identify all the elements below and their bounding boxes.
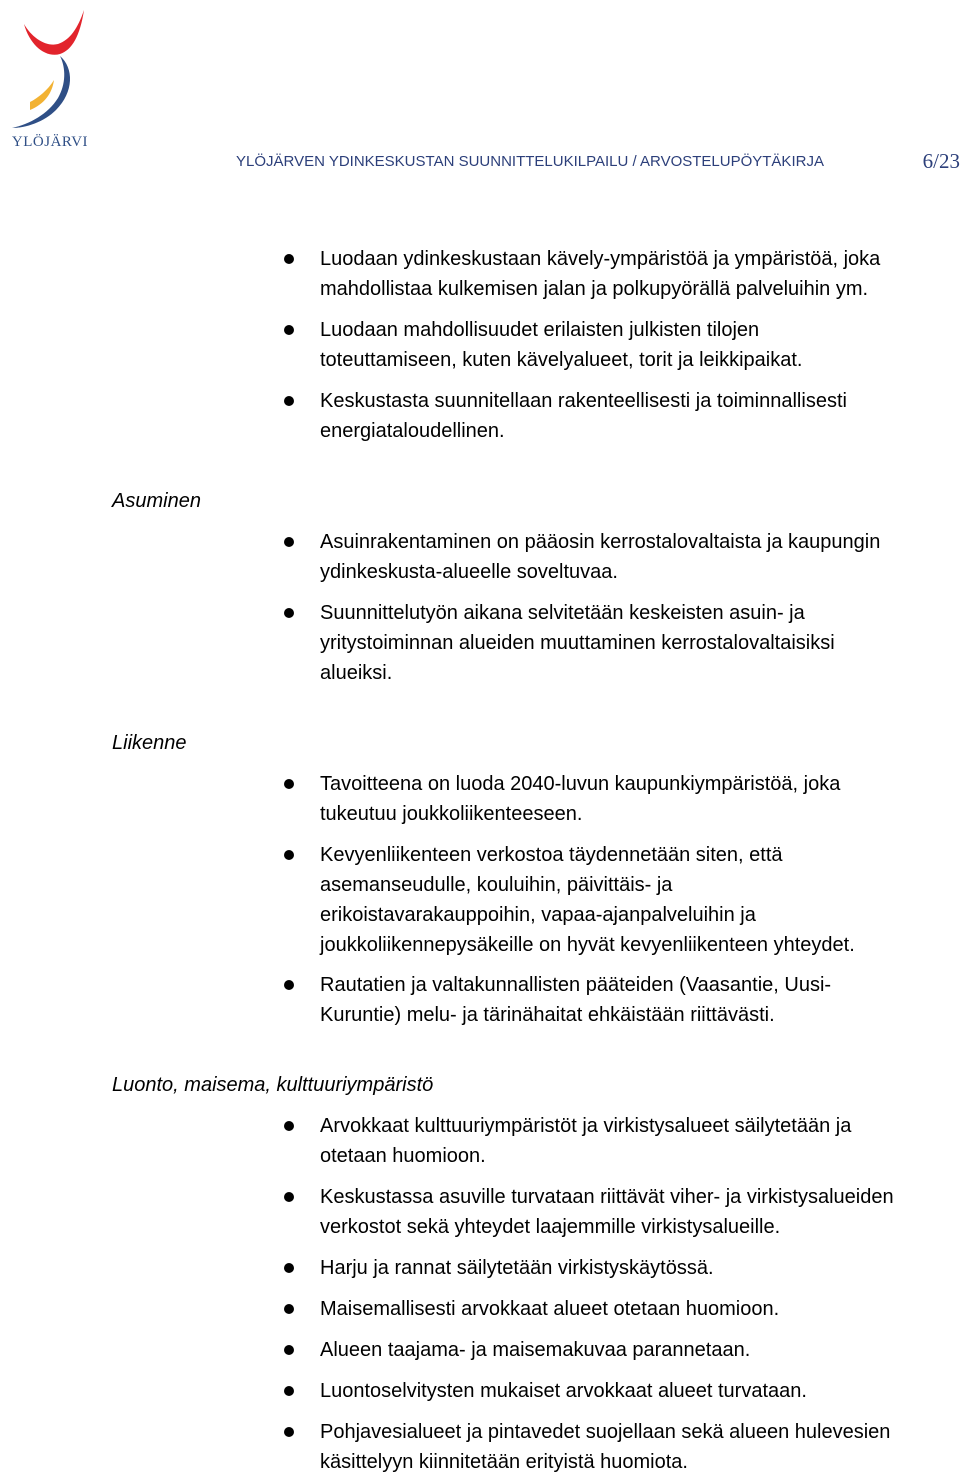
bullet-icon	[284, 608, 294, 618]
list-item: Luodaan ydinkeskustaan kävely-ympäristöä ja ympäristöä, joka mahdollistaa kulkemisen jalan ja polkupyörällä palveluihin ym.	[320, 248, 881, 300]
bullet-icon	[284, 850, 294, 860]
list-item: Luontoselvitysten mukaiset arvokkaat alueet turvataan.	[320, 1380, 807, 1402]
list-item: Maisemallisesti arvokkaat alueet otetaan huomioon.	[320, 1298, 780, 1320]
bullet-icon	[284, 325, 294, 335]
bullet-icon	[284, 1345, 294, 1355]
bullet-icon	[284, 1263, 294, 1273]
bullet-icon	[284, 1192, 294, 1202]
list-item: Keskustasta suunnitellaan rakenteellisesti ja toiminnallisesti energiataloudellinen.	[320, 390, 847, 442]
ylojarvi-logo-mark	[8, 6, 92, 132]
list-item: Tavoitteena on luoda 2040-luvun kaupunkiympäristöä, joka tukeutuu joukkoliikenteeseen.	[320, 773, 841, 825]
list-item: Arvokkaat kulttuuriympäristöt ja virkistysalueet säilytetään ja otetaan huomioon.	[320, 1115, 852, 1167]
bullet-icon	[284, 396, 294, 406]
document-title: YLÖJÄRVEN YDINKESKUSTAN SUUNNITTELUKILPAILU / ARVOSTELUPÖYTÄKIRJA	[236, 153, 824, 170]
list-item: Alueen taajama- ja maisemakuvaa parannetaan.	[320, 1339, 751, 1361]
list-item: Harju ja rannat säilytetään virkistyskäytössä.	[320, 1257, 714, 1279]
section-heading-luonto: Luonto, maisema, kulttuuriympäristö	[112, 1074, 434, 1096]
list-item: Luodaan mahdollisuudet erilaisten julkisten tilojen toteuttamiseen, kuten kävelyalueet, torit ja leikkipaikat.	[320, 319, 803, 371]
logo-text: YLÖJÄRVI	[11, 134, 89, 150]
bullet-icon	[284, 1386, 294, 1396]
bullet-icon	[284, 779, 294, 789]
list-item: Suunnittelutyön aikana selvitetään keskeisten asuin- ja yritystoiminnan alueiden muuttaminen kerrostalovaltaisiksi alueiksi.	[320, 602, 835, 684]
bullet-icon	[284, 537, 294, 547]
section-heading-liikenne: Liikenne	[112, 732, 187, 754]
bullet-icon	[284, 1427, 294, 1437]
section-heading-asuminen: Asuminen	[112, 490, 201, 512]
bullet-icon	[284, 980, 294, 990]
bullet-icon	[284, 1304, 294, 1314]
bullet-icon	[284, 254, 294, 264]
list-item: Asuinrakentaminen on pääosin kerrostalovaltaista ja kaupungin ydinkeskusta-alueelle soveltuvaa.	[320, 531, 881, 583]
list-item: Pohjavesialueet ja pintavedet suojellaan sekä alueen hulevesien käsittelyyn kiinnitetään erityistä huomiota.	[320, 1421, 891, 1473]
ylojarvi-logo	[8, 6, 92, 156]
list-item: Keskustassa asuville turvataan riittävät viher- ja virkistysalueiden verkostot sekä yhteydet laajemmille virkistysalueille.	[320, 1186, 894, 1238]
bullet-icon	[284, 1121, 294, 1131]
page-number: 6/23	[922, 149, 960, 173]
list-item: Rautatien ja valtakunnallisten pääteiden (Vaasantie, Uusi- Kuruntie) melu- ja tärinähaitat ehkäistään riittävästi.	[320, 974, 832, 1026]
list-item: Kevyenliikenteen verkostoa täydennetään siten, että asemanseudulle, kouluihin, päivittäis- ja erikoistavarakauppoihin, vapaa-ajanpalveluihin ja joukkoliikennepysäkeille on hyvät kevyenliikenteen yhteydet.	[320, 844, 855, 956]
